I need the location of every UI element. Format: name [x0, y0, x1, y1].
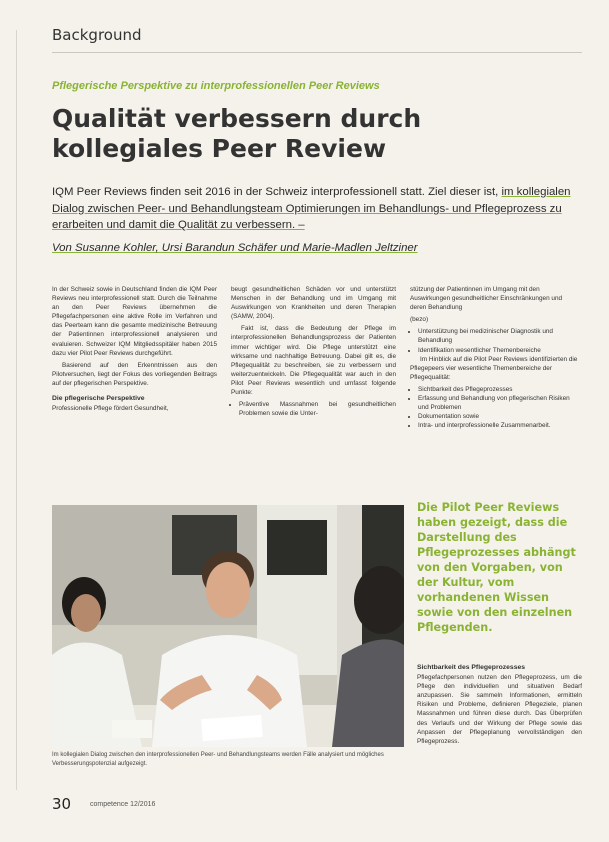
- magazine-issue: competence 12/2016: [90, 801, 156, 808]
- lead-part-1: IQM Peer Reviews finden seit 2016 in der Schweiz interprofessionell statt. Ziel dieser ist,: [52, 186, 502, 198]
- pull-quote: Die Pilot Peer Reviews haben gezeigt, dass die Darstellung des Pflegeprozesses abhängt von den Vorgaben, von der Kultur, vom vorhandenen Wissen sowie von den einzelnen Pflegenden.: [417, 501, 576, 634]
- col1-subheading: Die pflegerische Perspektive: [52, 395, 145, 403]
- col4-paragraph-1: Pflegefachpersonen nutzen den Pflegeprozess, um die Pflege den individuellen und situativen Bedarf anzupassen. Sie sammeln Informationen, ermitteln Risiken und Probleme, definieren Pflegeziele, planen Massnahmen und führen diese durch. Das Überprüfen des Verlaufs und der Wirkung der Pflege sowie das Anpassen der Pflegeplanung vervollständigen den Pflegeprozess.: [417, 674, 582, 745]
- text-column-3: [410, 285, 580, 430]
- col4-subheading: Sichtbarkeit des Pflegeprozesses: [417, 664, 526, 671]
- col1-paragraph-2: Basierend auf den Erkenntnissen aus den Pilotversuchen, liegt der Fokus des vorliegenden Beitrags auf der pflegerischen Perspektive.: [52, 361, 217, 387]
- meeting-photo-illustration: [52, 505, 404, 747]
- headline: Qualität verbessern durch kollegiales Peer Review: [52, 104, 422, 163]
- col3-paragraph-1b: (bezo): [410, 316, 429, 324]
- text-column-2: [231, 285, 396, 418]
- text-column-1: [52, 285, 217, 416]
- lead-part-2: im kollegialen Dialog zwischen Peer- und Behandlungsteam Optimierungen im Behandlungs- und Pflegeprozess zu erarbeiten und damit die Qualität zu verbessern. –: [52, 186, 571, 231]
- list-item: • Präventive Massnahmen bei gesundheitlichen Problemen sowie die Unter-: [239, 400, 396, 418]
- col3-paragraph-2: Im Hinblick auf die Pilot Peer Reviews identifizierten die Pflegepeers vier wesentliche Themenbereiche der Pflegequalität:: [410, 355, 578, 381]
- col2-list: [231, 400, 396, 418]
- col1-paragraph-3: Professionelle Pflege fördert Gesundheit,: [52, 405, 169, 413]
- text-column-4: [417, 657, 582, 749]
- col3-list-2: [410, 385, 580, 430]
- kicker: Pflegerische Perspektive zu interprofessionellen Peer Reviews: [52, 80, 380, 92]
- col1-paragraph-1: In der Schweiz sowie in Deutschland finden die IQM Peer Reviews neu interprofessionell statt. Durch die Teilnahme an den Peer Reviews übernehmen die Pflegefachpersonen eine aktive Rolle im Verfahren und das Peerteam kann die gesamte medizinische Betreuung der Patientinnen interprofessionell analysieren und evaluieren. Schweizer IQM Mitgliedsspitäler haben 2015 dazu vier Pilot Peer Reviews durchgeführt.: [52, 286, 217, 357]
- list-item: • Sichtbarkeit des Pflegeprozesses: [418, 385, 580, 394]
- page-number: 30: [52, 795, 72, 813]
- col3-list-1: [410, 327, 580, 354]
- list-item: • Intra- und interprofessionelle Zusammenarbeit.: [418, 421, 580, 430]
- col2-paragraph-2: Fakt ist, dass die Bedeutung der Pflege im interprofessionellen Behandlungsprozess der Patienten immer wichtiger wird. Die Pflege unterstützt eine wirksame und nachhaltige Betreuung. Dabei gilt es, die Pflegequalität zu beschreiben, sie zu verbessern und weiterzuentwickeln. Die Pflegequalität war auch in den Pilot Peer Reviews wesentlich und umfasst folgende Punkte:: [231, 325, 396, 397]
- list-item: • Identifikation wesentlicher Themenbereiche: [418, 346, 580, 355]
- col2-paragraph-1: beugt gesundheitlichen Schäden vor und unterstützt Menschen in der Behandlung und im Umgang mit Auswirkungen von Krankheiten und deren Therapien (SAMW, 2004).: [231, 286, 396, 321]
- byline: Von Susanne Kohler, Ursi Barandun Schäfer und Marie-Madlen Jeltziner: [52, 242, 418, 254]
- col3-paragraph-1: stützung der Patientinnen im Umgang mit den Auswirkungen gesundheitlicher Einschränkungen und deren Behandlung: [410, 286, 563, 312]
- list-item: • Unterstützung bei medizinischer Diagnostik und Behandlung: [418, 327, 580, 345]
- header-rule: [52, 52, 582, 53]
- lead-paragraph: [52, 184, 582, 234]
- section-label: Background: [52, 26, 142, 44]
- page-gutter-line: [16, 30, 17, 790]
- list-item: • Erfassung und Behandlung von pflegerischen Risiken und Problemen: [418, 394, 580, 412]
- meeting-photo: [52, 505, 404, 747]
- list-item: • Dokumentation sowie: [418, 412, 580, 421]
- photo-caption: Im kollegialen Dialog zwischen den interprofessionellen Peer- und Behandlungsteams werden Fälle analysiert und mögliches Verbesserungspotenzial aufgezeigt.: [52, 752, 384, 767]
